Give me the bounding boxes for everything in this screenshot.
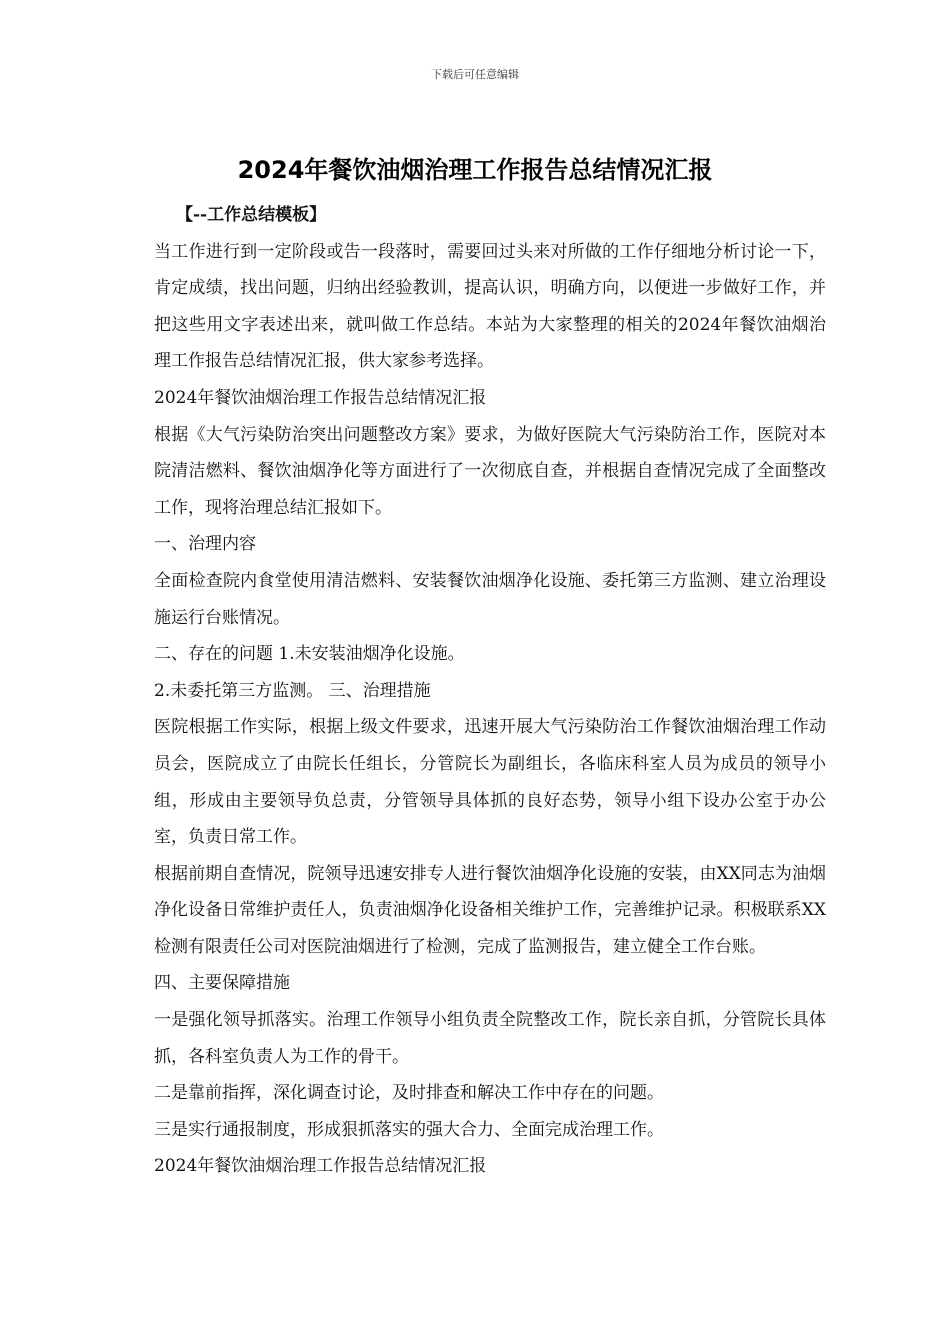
paragraph-measures-1: 医院根据工作实际，根据上级文件要求，迅速开展大气污染防治工作餐饮油烟治理工作动员会，医院成立了由院长任组长，分管院长为副组长，各临床科室人员为成员的领导小组，形成由主要领导负总责，分管领导具体抓的良好态势，领导小组下设办公室于办公室，负责日常工作。 xyxy=(154,717,826,848)
paragraph-guarantee-3: 三是实行通报制度，形成狠抓落实的强大合力、全面完成治理工作。 xyxy=(154,1119,664,1140)
section-heading-guarantee: 四、主要保障措施 xyxy=(154,973,290,994)
template-tag: 【--工作总结模板】 xyxy=(176,205,327,225)
document-body xyxy=(146,197,826,1185)
document-title: 2024年餐饮油烟治理工作报告总结情况汇报 xyxy=(237,156,713,184)
paragraph-content: 全面检查院内食堂使用清洁燃料、安装餐饮油烟净化设施、委托第三方监测、建立治理设施运行台账情况。 xyxy=(154,570,826,628)
section-heading-problems: 二、存在的问题 1.未安装油烟净化设施。 xyxy=(154,644,465,665)
paragraph-problems-2: 2.未委托第三方监测。 三、治理措施 xyxy=(154,680,431,701)
paragraph-measures-2: 根据前期自查情况，院领导迅速安排专人进行餐饮油烟净化设施的安装，由XX同志为油烟净化设备日常维护责任人，负责油烟净化设备相关维护工作，完善维护记录。积极联系XX检测有限责任公司对医院油烟进行了检测，完成了监测报告，建立健全工作台账。 xyxy=(154,863,826,957)
paragraph-guarantee-2: 二是靠前指挥，深化调查讨论，及时排查和解决工作中存在的问题。 xyxy=(154,1083,664,1104)
paragraph-intro: 当工作进行到一定阶段或告一段落时，需要回过头来对所做的工作仔细地分析讨论一下，肯定成绩，找出问题，归纳出经验教训，提高认识，明确方向，以便进一步做好工作，并把这些用文字表述出来，就叫做工作总结。本站为大家整理的相关的2024年餐饮油烟治理工作报告总结情况汇报，供大家参考选择。 xyxy=(154,241,826,372)
paragraph-subtitle: 2024年餐饮油烟治理工作报告总结情况汇报 xyxy=(154,387,487,408)
paragraph-guarantee-1: 一是强化领导抓落实。治理工作领导小组负责全院整改工作，院长亲自抓，分管院长具体抓，各科室负责人为工作的骨干。 xyxy=(154,1010,826,1067)
paragraph-background: 根据《大气污染防治突出问题整改方案》要求，为做好医院大气污染防治工作，医院对本院清洁燃料、餐饮油烟净化等方面进行了一次彻底自查，并根据自查情况完成了全面整改工作，现将治理总结汇报如下。 xyxy=(154,424,826,518)
header-note: 下载后可任意编辑 xyxy=(431,68,519,81)
section-heading-content: 一、治理内容 xyxy=(154,534,256,555)
paragraph-closing-title: 2024年餐饮油烟治理工作报告总结情况汇报 xyxy=(154,1156,487,1177)
